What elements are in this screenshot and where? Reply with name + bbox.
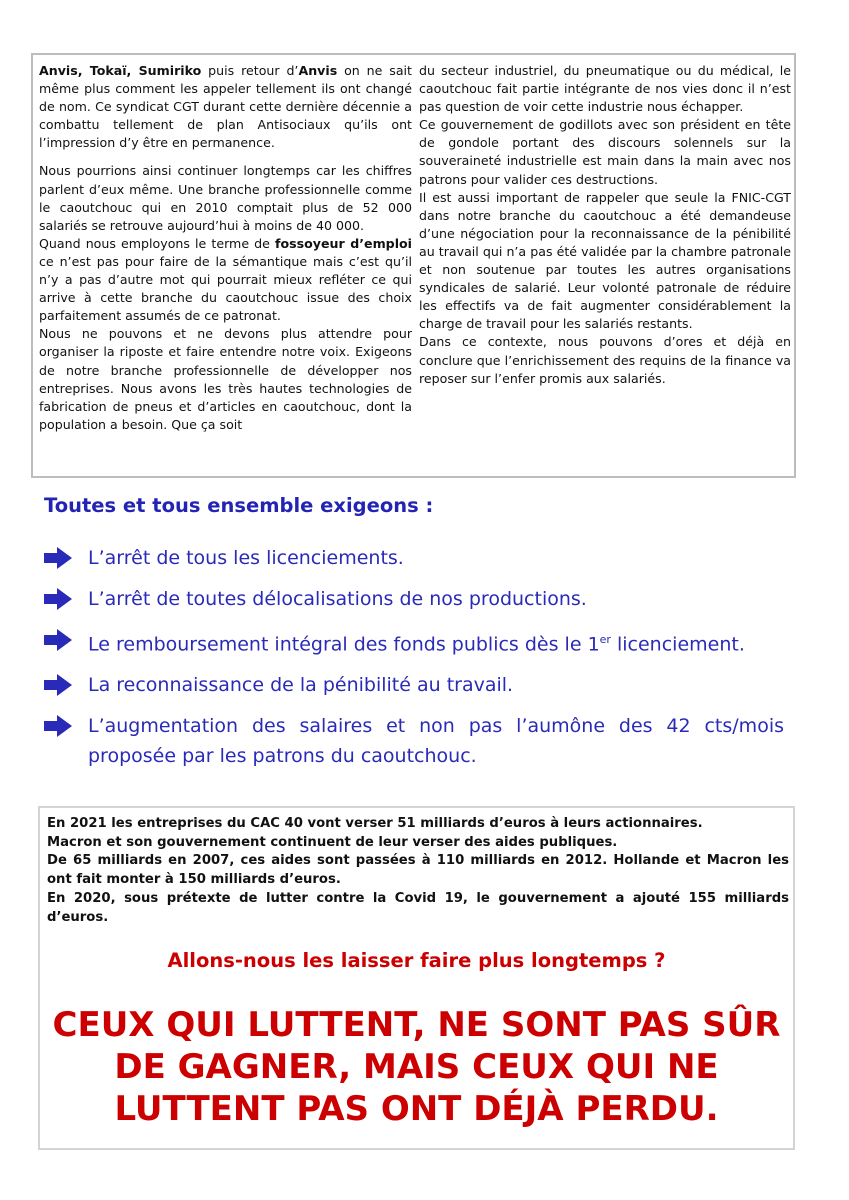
slogan: CEUX QUI LUTTENT, NE SONT PAS SÛR DE GAGNER, MAIS CEUX QUI NE LUTTENT PAS ONT DÉJÀ PERDU. xyxy=(52,1005,781,1129)
intro-paragraph: du secteur industriel, du pneumatique ou du médical, le caoutchouc fait partie intégrante de nos vies donc il n’est pas question de voir cette industrie nous échapper. xyxy=(419,63,791,115)
right-arrow-icon xyxy=(44,547,72,569)
demand-item: L’augmentation des salaires et non pas l’aumône des 42 cts/mois proposée par les patrons du caoutchouc. xyxy=(44,711,784,771)
fact-line: Macron et son gouvernement continuent de leur verser des aides publiques. xyxy=(47,834,618,850)
right-arrow-icon xyxy=(44,629,72,651)
intro-right-column xyxy=(419,62,791,388)
right-arrow-icon xyxy=(44,715,72,737)
intro-paragraph: Dans ce contexte, nous pouvons d’ores et déjà en conclure que l’enrichissement des requins de la finance va reposer sur l’enfer promis aux salariés. xyxy=(419,334,791,386)
intro-paragraph: Anvis, Tokaï, Sumiriko puis retour d’Anvis on ne sait même plus comment les appeler tellement ils ont changé de nom. Ce syndicat CGT durant cette dernière décennie a combattu tellement de plan Antisociaux qu’ils ont l’impression d’y être en permanence. xyxy=(39,63,412,151)
demand-item: L’arrêt de toutes délocalisations de nos productions. xyxy=(44,584,784,614)
demand-item: Le remboursement intégral des fonds publics dès le 1er licenciement. xyxy=(44,625,784,659)
intro-paragraph: Quand nous employons le terme de fossoyeur d’emploi ce n’est pas pour faire de la sémantique mais c’est qu’il n’y a pas d’autre mot qui pourrait mieux refléter ce qui arrive à cette branche du caoutchouc issue des choix parfaitement assumés de ce patronat. xyxy=(39,235,412,324)
demand-item: L’arrêt de tous les licenciements. xyxy=(44,543,784,573)
right-arrow-icon xyxy=(44,588,72,610)
intro-paragraph: Ce gouvernement de godillots avec son président en tête de gondole portant des discours solennels sur la souveraineté industrielle est main dans la main avec nos patrons pour valider ces destructions. xyxy=(419,117,791,187)
intro-left-column xyxy=(39,62,412,434)
facts-text xyxy=(47,815,789,927)
demand-item: La reconnaissance de la pénibilité au travail. xyxy=(44,670,784,700)
intro-paragraph: Nous pourrions ainsi continuer longtemps car les chiffres parlent d’eux même. Une branche professionnelle comme le caoutchouc qui en 2010 comptait plus de 52 000 salariés se retrouve aujourd’hui à moins de 40 000. xyxy=(39,163,412,233)
question-heading: Allons-nous les laisser faire plus longtemps ? xyxy=(167,949,666,972)
right-arrow-icon xyxy=(44,674,72,696)
intro-paragraph: Nous ne pouvons et ne devons plus attendre pour organiser la riposte et faire entendre notre voix. Exigeons de notre branche professionnelle de développer nos entreprises. Nous avons les très hautes technologies de fabrication de pneus et d’articles en caoutchouc, dont la population a besoin. Que ça soit xyxy=(39,326,412,432)
facts-box xyxy=(38,806,795,1150)
demands-title: Toutes et tous ensemble exigeons : xyxy=(44,494,434,517)
fact-line: En 2021 les entreprises du CAC 40 vont verser 51 milliards d’euros à leurs actionnaires. xyxy=(47,816,703,831)
intro-box xyxy=(31,53,796,478)
fact-line: En 2020, sous prétexte de lutter contre la Covid 19, le gouvernement a ajouté 155 milliards d’euros. xyxy=(47,890,789,925)
intro-paragraph: Il est aussi important de rappeler que seule la FNIC-CGT dans notre branche du caoutchouc a été demandeuse d’une négociation pour la reconnaissance de la pénibilité au travail qui n’a pas été validée par la chambre patronale et non soutenue par toutes les autres organisations syndicales de salarié. Leur volonté patronale de réduire les effectifs va de fait augmenter considérablement la charge de travail pour les salariés restants. xyxy=(419,189,791,332)
fact-line: De 65 milliards en 2007, ces aides sont passées à 110 milliards en 2012. Hollande et Macron les ont fait monter à 150 milliards d’euros. xyxy=(47,853,789,888)
demands-list xyxy=(44,543,784,782)
